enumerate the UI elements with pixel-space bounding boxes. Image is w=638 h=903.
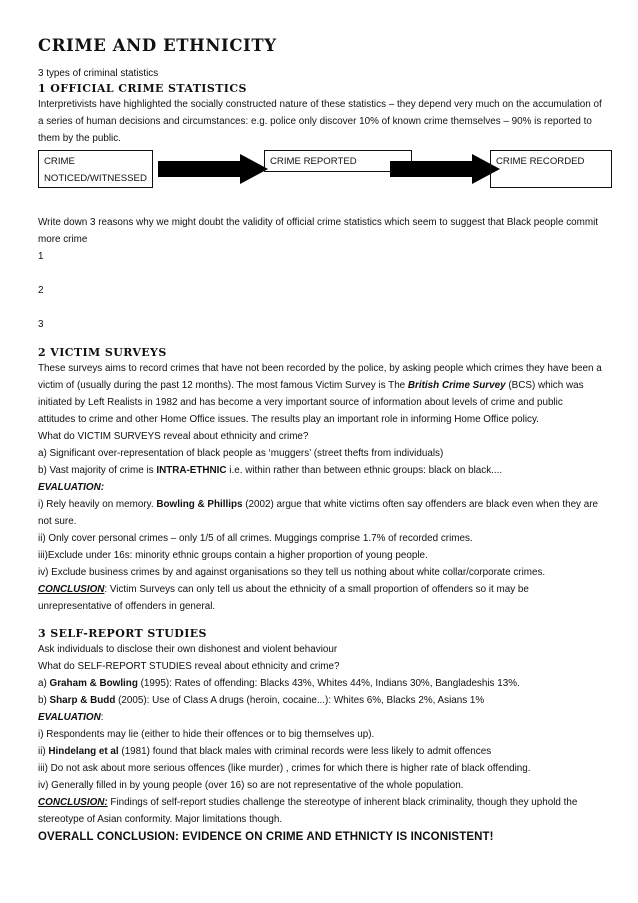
section-3-eval-4: iv) Generally filled in by young people (over 16) so are not representative of the whole population. bbox=[38, 780, 464, 791]
document-page bbox=[38, 36, 602, 846]
flow-arrow-1-icon bbox=[158, 154, 268, 184]
section-1-paragraph: Interpretivists have highlighted the socially constructed nature of these statistics – they depend very much on the accumulation of a series of human decisions and circumstances: e.g. police only discover 10% of known crime themselves – 90% is reported to them by the public. bbox=[38, 99, 602, 144]
s3-eval-word: EVALUATION bbox=[38, 712, 101, 723]
s3-a-text-1: a) bbox=[38, 678, 50, 689]
crime-flow-diagram bbox=[38, 150, 602, 195]
s2-b-text-1: b) Vast majority of crime is bbox=[38, 465, 157, 476]
section-2-point-b bbox=[38, 462, 602, 479]
s3-b-text-3: (2005): Use of Class A drugs (heroin, cocaine...): Whites 6%, Blacks 2%, Asians 1% bbox=[115, 695, 485, 706]
s2-b-text-3: i.e. within rather than between ethnic groups: black on black.... bbox=[226, 465, 503, 476]
section-2-question: What do VICTIM SURVEYS reveal about ethnicity and crime? bbox=[38, 431, 309, 442]
s2-text-c: (BCS) which was initiated by Left Realists in 1982 and has become a very important source of information about levels of crime and public attitudes to crime and other Home Office issues. The results play an important role in informing Home Office policy. bbox=[38, 380, 584, 425]
s3-e2-text-c: (1981) found that black males with criminal records were less likely to admit offences bbox=[118, 746, 492, 757]
s2-e1-text-a: i) Rely heavily on memory. bbox=[38, 499, 157, 510]
intro-line: 3 types of criminal statistics bbox=[38, 68, 159, 79]
s3-b-text-1: b) bbox=[38, 695, 50, 706]
flow-box-noticed-line1: CRIME bbox=[44, 156, 75, 167]
answer-number-2: 2 bbox=[38, 285, 44, 296]
s2-conclusion-text: : Victim Surveys can only tell us about the ethnicity of a small proportion of offenders so it may be unrepresentative of offenders in general. bbox=[38, 584, 529, 612]
section-2-eval-3: iii)Exclude under 16s: minority ethnic groups contain a higher proportion of young people. bbox=[38, 550, 428, 561]
section-1-heading: 1 OFFICIAL CRIME STATISTICS bbox=[38, 82, 247, 95]
document-title: CRIME AND ETHNICITY bbox=[38, 36, 277, 55]
s3-conclusion-label: CONCLUSION: bbox=[38, 797, 108, 808]
s2-conclusion-label: CONCLUSION bbox=[38, 584, 105, 595]
british-crime-survey-term: British Crime Survey bbox=[407, 380, 506, 391]
overall-conclusion: OVERALL CONCLUSION: EVIDENCE ON CRIME AND ETHNICTY IS INCONISTENT! bbox=[38, 831, 494, 843]
flow-box-noticed bbox=[38, 150, 153, 188]
section-2-eval-1 bbox=[38, 496, 602, 530]
section-3-heading: 3 SELF-REPORT STUDIES bbox=[38, 627, 207, 640]
section-3-eval-3: iii) Do not ask about more serious offences (like murder) , crimes for which there is higher rate of black offending. bbox=[38, 763, 531, 774]
section-3-point-b bbox=[38, 692, 602, 709]
section-3-evaluation-label bbox=[38, 709, 602, 726]
answer-number-1: 1 bbox=[38, 251, 44, 262]
section-3-point-a bbox=[38, 675, 602, 692]
flow-box-noticed-line2: NOTICED/WITNESSED bbox=[44, 173, 147, 184]
flow-box-reported: CRIME REPORTED bbox=[264, 150, 412, 172]
s3-eval-colon: : bbox=[100, 712, 104, 723]
section-2-evaluation-label: EVALUATION: bbox=[38, 482, 105, 493]
answer-number-3: 3 bbox=[38, 319, 44, 330]
section-3-eval-1: i) Respondents may lie (either to hide their offences or to big themselves up). bbox=[38, 729, 375, 740]
section-2-point-a: a) Significant over-representation of black people as ‘muggers’ (street thefts from individuals) bbox=[38, 448, 444, 459]
flow-box-recorded: CRIME RECORDED bbox=[490, 150, 612, 188]
s2-e1-text-c: (2002) argue that white victims often say offenders are black even when they are not sure. bbox=[38, 499, 599, 527]
section-2-eval-2: ii) Only cover personal crimes – only 1/5 of all crimes. Muggings comprise 1.7% of recorded crimes. bbox=[38, 533, 473, 544]
section-3-eval-2 bbox=[38, 743, 602, 760]
section-2-heading: 2 VICTIM SURVEYS bbox=[38, 346, 167, 359]
intra-ethnic-term: INTRA-ETHNIC bbox=[156, 465, 227, 476]
section-2-paragraph bbox=[38, 360, 602, 428]
sharp-budd-ref: Sharp & Budd bbox=[49, 695, 116, 706]
section-2-conclusion bbox=[38, 581, 602, 615]
bowling-phillips-ref: Bowling & Phillips bbox=[156, 499, 243, 510]
section-3-question: What do SELF-REPORT STUDIES reveal about ethnicity and crime? bbox=[38, 661, 340, 672]
section-3-intro: Ask individuals to disclose their own dishonest and violent behaviour bbox=[38, 644, 338, 655]
hindelang-ref: Hindelang et al bbox=[48, 746, 119, 757]
section-2-eval-4: iv) Exclude business crimes by and against organisations so they tell us nothing about white collar/corporate crimes. bbox=[38, 567, 546, 578]
s3-a-text-3: (1995): Rates of offending: Blacks 43%, Whites 44%, Indians 30%, Bangladeshis 13%. bbox=[137, 678, 520, 689]
flow-arrow-2-icon bbox=[390, 154, 500, 184]
section-1-question: Write down 3 reasons why we might doubt the validity of official crime statistics which seem to suggest that Black people commit more crime bbox=[38, 217, 599, 245]
s2-text-a: These surveys aims to record crimes that have not been recorded by the police, by asking people which crimes they have been a victim of (usually during the past 12 months). The most famous Victim Survey is The bbox=[38, 363, 602, 391]
s3-conclusion-text: Findings of self-report studies challenge the stereotype of inherent black criminality, though they uphold the stereotype of Asian conformity. Major limitations though. bbox=[38, 797, 578, 825]
section-3-conclusion bbox=[38, 794, 602, 828]
s3-e2-text-a: ii) bbox=[38, 746, 49, 757]
graham-bowling-ref: Graham & Bowling bbox=[49, 678, 138, 689]
